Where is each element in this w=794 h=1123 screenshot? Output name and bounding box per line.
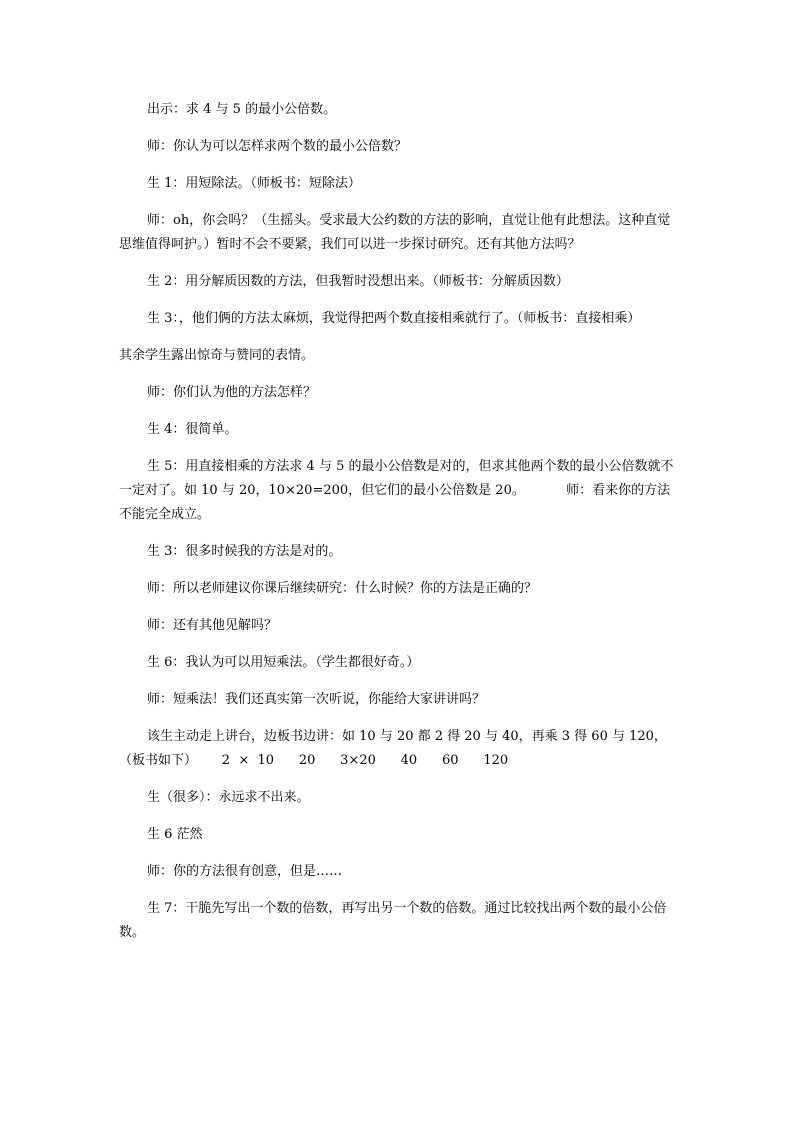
paragraph-student3: 生 3：，他们俩的方法太麻烦，我觉得把两个数直接相乘就行了。（师板书：直接相乘） bbox=[147, 311, 641, 326]
paragraph-class-reaction: 其余学生露出惊奇与赞同的表情。 bbox=[119, 348, 315, 363]
paragraph-student2: 生 2：用分解质因数的方法，但我暂时没想出来。（师板书：分解质因数） bbox=[147, 274, 569, 289]
document-body bbox=[119, 98, 679, 945]
paragraph-teacher-question: 师：你认为可以怎样求两个数的最小公倍数？ bbox=[147, 139, 408, 154]
paragraph-teacher-oh: 师：oh，你会吗？（生摇头。受求最大公约数的方法的影响，直觉让他有此想法。这种直觉思维值得呵护。）暂时不会不要紧，我们可以进一步探讨研究。还有其他方法吗？ bbox=[119, 213, 671, 252]
paragraph-student6-confused: 生 6 茫然 bbox=[147, 827, 203, 842]
paragraph-student3-reply: 生 3：很多时候我的方法是对的。 bbox=[147, 544, 342, 559]
paragraph-student6: 生 6：我认为可以用短乘法。（学生都很好奇。） bbox=[147, 655, 420, 670]
paragraph-teacher-creative: 师：你的方法很有创意，但是…… bbox=[147, 864, 343, 879]
paragraph-students-many: 生（很多）：永远求不出来。 bbox=[147, 790, 310, 805]
paragraph-student7: 生 7：干脆先写出一个数的倍数，再写出另一个数的倍数。通过比较找出两个数的最小公倍数。 bbox=[119, 901, 667, 940]
paragraph-prompt: 出示：求 4 与 5 的最小公倍数。 bbox=[147, 102, 337, 117]
paragraph-teacher-ask: 师：你们认为他的方法怎样？ bbox=[147, 385, 317, 400]
paragraph-student5: 生 5：用直接相乘的方法求 4 与 5 的最小公倍数是对的，但求其他两个数的最小公倍数就不一定对了。如 10 与 20，10×20=200，但它们的最小公倍数是 20。 师：看来你的方法不能完全成立。 bbox=[119, 459, 674, 522]
paragraph-student1: 生 1：用短除法。（师板书：短除法） bbox=[147, 176, 361, 191]
paragraph-student4: 生 4：很简单。 bbox=[147, 422, 238, 437]
paragraph-teacher-other: 师：还有其他见解吗？ bbox=[147, 618, 278, 633]
paragraph-teacher-short-mult: 师：短乘法！我们还真实第一次听说，你能给大家讲讲吗？ bbox=[147, 692, 486, 707]
paragraph-board-work: 该生主动走上讲台，边板书边讲：如 10 与 20 都 2 得 20 与 40，再乘 3 得 60 与 120，（板书如下） 2 × 10 20 3×20 40 60 120 bbox=[119, 729, 667, 768]
paragraph-teacher-suggest: 师：所以老师建议你课后继续研究：什么时候？你的方法是正确的？ bbox=[147, 581, 538, 596]
